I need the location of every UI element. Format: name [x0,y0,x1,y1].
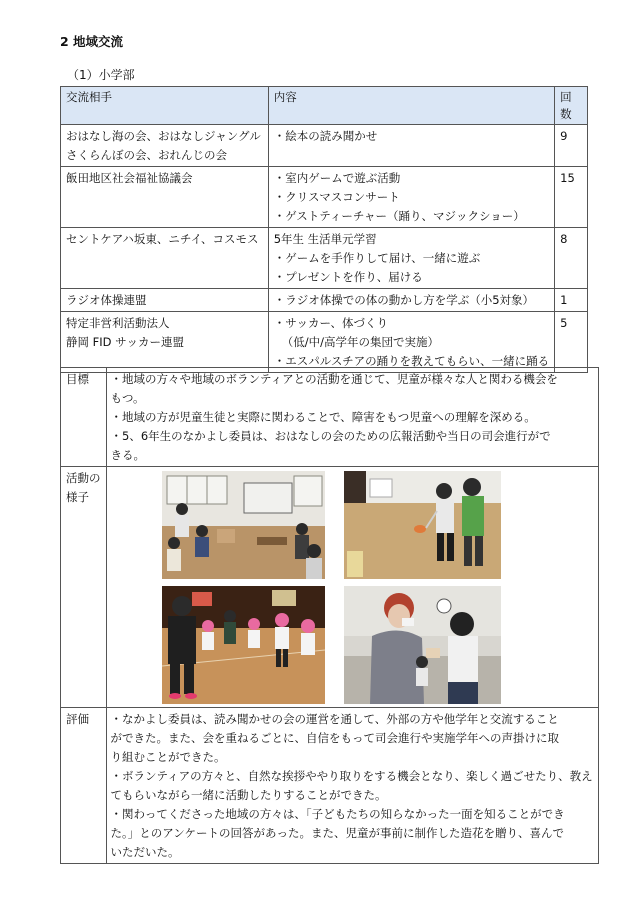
exchange-table [60,86,588,373]
cell-line: 特定非営利活動法人 [66,316,170,330]
header-content: 内容 [268,87,554,125]
section-heading: 2 地域交流 [60,34,124,49]
cell-line: ・プレゼントを作り、届ける [273,270,423,284]
goal-line: きる。 [110,448,145,462]
activity-label [61,467,107,708]
cell-line: ・エスパルスチアの踊りを教えてもらい、一緒に踊る [273,354,550,368]
gym-game-photo [344,471,501,579]
cell-line: ・サッカー、体づくり [273,316,389,330]
header-count: 回数 [555,87,588,125]
evaluation-label: 評価 [61,708,107,864]
count-cell: 5 [555,312,588,373]
activity-label-line: 活動の [66,471,101,485]
cell-line: ・ゲームを手作りして届け、一緒に遊ぶ [273,251,481,265]
goal-content [106,368,598,467]
goal-row [61,368,599,467]
gym-dance-photo [162,586,325,704]
partner-cell [61,228,269,289]
evaluation-content [106,708,598,864]
partner-cell [61,289,269,312]
table-row [61,125,588,167]
classroom-photo [162,471,325,579]
partner-cell [61,167,269,228]
table-row [61,312,588,373]
activity-row [61,467,599,708]
activity-photos [106,467,598,708]
section-subheading: （1）小学部 [67,68,135,82]
count-cell: 9 [555,125,588,167]
evaluation-line: り組むことができた。 [110,750,226,764]
goal-line: もつ。 [110,391,145,405]
table-header-row [61,87,588,125]
cell-line: 飯田地区社会福祉協議会 [66,171,193,185]
count-cell: 15 [555,167,588,228]
cell-line: （低/中/高学年の集団で実施） [281,335,439,349]
content-cell [268,167,554,228]
content-cell [268,289,554,312]
content-cell [268,125,554,167]
cell-line: セントケアハ坂東、ニチイ、コスモス [66,232,259,246]
content-cell [268,312,554,373]
table-row [61,289,588,312]
table-row [61,228,588,289]
count-cell: 8 [555,228,588,289]
cell-line: 静岡 FID サッカー連盟 [66,335,184,349]
cell-line: ・ラジオ体操での体の動かし方を学ぶ（小5対象） [273,293,535,307]
header-partner: 交流相手 [61,87,269,125]
cell-line: ラジオ体操連盟 [66,293,147,307]
table-row [61,167,588,228]
cell-line: さくらんぼの会、おれんじの会 [66,148,227,162]
goal-line: ・地域の方々や地域のボランティアとの活動を通じて、児童が様々な人と関わる機会を [110,372,558,386]
partner-cell [61,312,269,373]
evaluation-line: いただいた。 [110,845,180,859]
evaluation-row [61,708,599,864]
cell-line: ・室内ゲームで遊ぶ活動 [273,171,401,185]
activity-table [60,367,599,864]
cell-line: ・ゲストティーチャー（踊り、マジックショー） [273,209,525,223]
activity-label-line: 様子 [66,490,89,504]
goal-label: 目標 [61,368,107,467]
evaluation-line: ・ボランティアの方々と、自然な挨拶ややり取りをする機会となり、楽しく過ごせたり、教え [110,769,593,783]
cell-line: ・絵本の読み聞かせ [273,129,378,143]
evaluation-line: ・なかよし委員は、読み聞かせの会の運営を通して、外部の方や他学年と交流すること [110,712,559,726]
evaluation-line: た。」とのアンケートの回答があった。また、児童が事前に制作した造花を贈り、喜んで [110,826,564,840]
goal-line: ・地域の方が児童生徒と実際に関わることで、障害をもつ児童への理解を深める。 [110,410,536,424]
goal-line: ・5、6年生のなかよし委員は、おはなしの会のための広報活動や当日の司会進行がで [110,429,551,443]
evaluation-line: ができた。また、会を重ねるごとに、自信をもって司会進行や実施学年への声掛けに取 [110,731,559,745]
elder-children-photo [344,586,501,704]
cell-line: ・クリスマスコンサート [273,190,400,204]
evaluation-line: てもらいながら一緒に活動したりすることができた。 [110,788,387,802]
count-cell: 1 [555,289,588,312]
cell-line: 5年生 生活単元学習 [273,232,377,246]
content-cell [268,228,554,289]
cell-line: おはなし海の会、おはなしジャングル [66,129,261,143]
partner-cell [61,125,269,167]
evaluation-line: ・関わってくださった地域の方々は、「子どもたちの知らなかった一面を知ることができ [110,807,565,821]
